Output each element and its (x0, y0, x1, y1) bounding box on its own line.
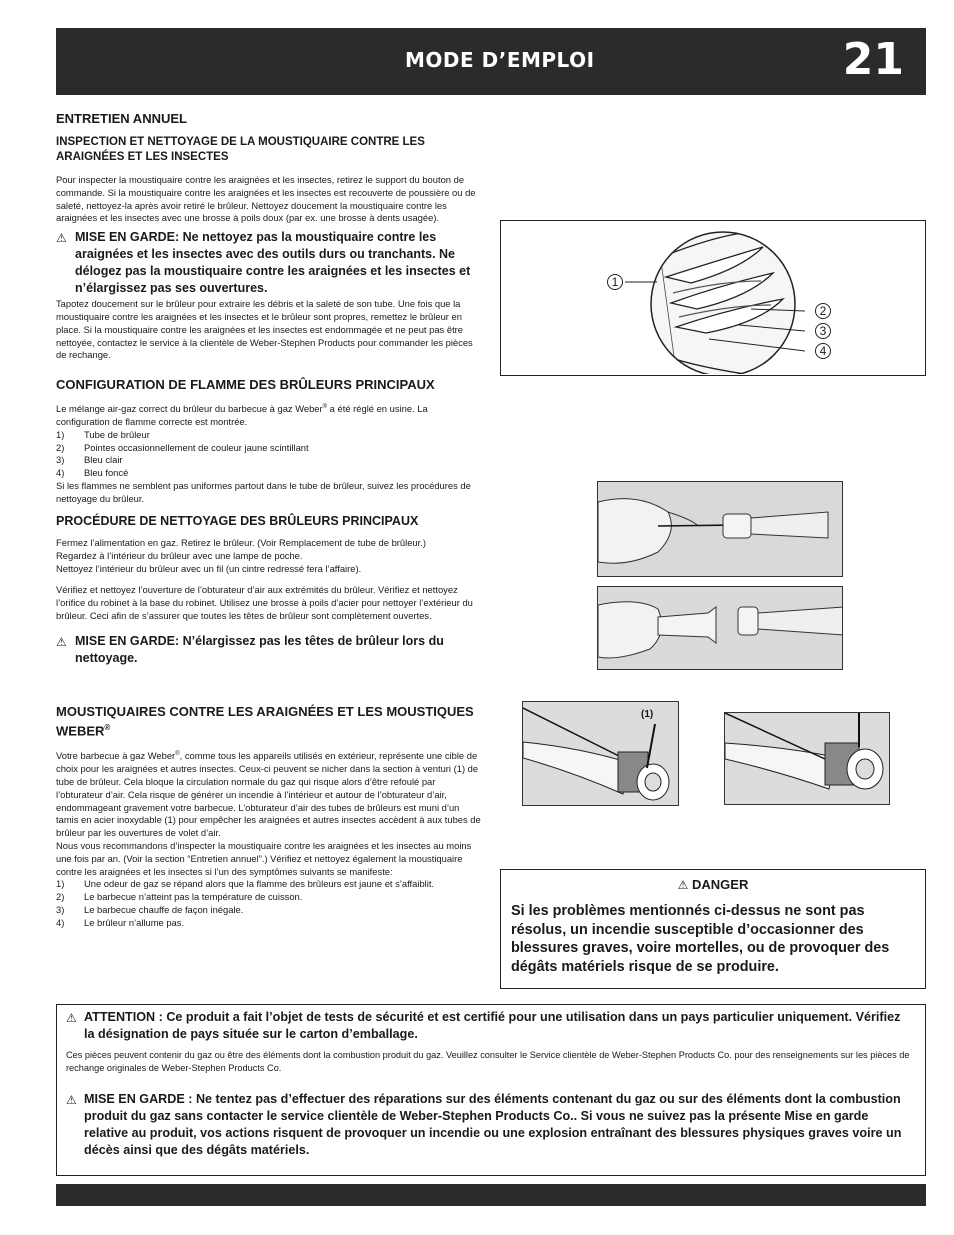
paragraph (56, 537, 482, 575)
paragraph (56, 401, 482, 429)
flame-configuration-figure (500, 220, 926, 376)
warning-text: MISE EN GARDE : Ne tentez pas d’effectuer des réparations sur des éléments contenant du gaz ou sur des éléments dont la combustion produit du gaz sans contacter le service clientèle de Weber-Stephen Products Co.. Si vous ne suivez pas la présente Mise en garde relative au produit, vos actions risquent de provoquer un incendie ou une explosion entraînant des blessures physiques graves voire un décès ainsi que des dégâts matériels. (84, 1092, 902, 1157)
page-number: 21 (842, 34, 904, 85)
footer-bar (56, 1184, 926, 1206)
section-title: ENTRETIEN ANNUEL (56, 111, 187, 126)
paragraph: Tapotez doucement sur le brûleur pour extraire les débris et la saleté de son tube. Une fois que la moustiquaire contre les araignées et les insectes et le brûleur sont propres, remettez le brûleur en place. Si la moustiquaire contre les araignées et les insectes est endommagée et ne peut pas être nettoyée, contactez le service à la clientèle de Weber-Stephen Products pour commander les pièces de rechange. (56, 298, 473, 361)
warning-triangle-icon: ⚠ (66, 1093, 77, 1107)
section-annual-maintenance (56, 111, 482, 362)
warning-notice (66, 1091, 906, 1159)
attention-text: ATTENTION : Ce produit a fait l’objet de tests de sécurité et est certifié pour une utilisation dans un pays particulier uniquement. Vérifiez la désignation de pays située sur le carton d’emballage. (84, 1010, 901, 1041)
paragraph: Votre barbecue à gaz Weber®, comme tous les appareils utilisés en extérieur, représente une cible de choix pour les araignées et autres insectes. Ceux-ci peuvent se nicher dans la section à venturi (1) de tube de brûleur. Cela bloque la circulation normale du gaz qui risque alors d’être refoulé par l’obturateur d’air. Cela risque de générer un incendie à l’intérieur et autour de l’obturateur d’air, endommageant gravement votre barbecue. L’obturateur d’air des tubes de brûleurs est muni d’un tamis en acier inoxydable (1) pour empêcher les araignées et autres insectes accèdent à aux tubes de brûleur par les ouvertures de volet d’air. (56, 750, 481, 839)
registered-mark: ® (322, 404, 328, 410)
list-item: 1) Une odeur de gaz se répand alors que la flamme des brûleurs est jaune et s’affaiblit. (56, 878, 435, 890)
flame-diagram (501, 221, 924, 374)
section-spider-screens (56, 704, 482, 930)
callout-4: 4 (815, 343, 831, 359)
photo-wire-cleaning (597, 481, 843, 577)
section-flame-configuration (56, 377, 482, 506)
list-item: 2) Le barbecue n’atteint pas la température de cuisson. (56, 891, 303, 903)
intro-text: a été réglé en usine. La configuration de flamme correcte est montrée. (56, 403, 428, 427)
list-item: 1) Tube de brûleur (56, 428, 150, 440)
danger-heading (501, 877, 925, 892)
photo-burner-inspection (597, 586, 843, 670)
symptoms-list (56, 878, 482, 929)
header-bar (56, 28, 926, 95)
list-item: 4) Bleu foncé (56, 467, 129, 479)
danger-text: Si les problèmes mentionnés ci-dessus ne sont pas résolus, un incendie susceptible d’occasionner des blessures graves, voire mortelles, ou de provoquer des dégâts matériels risque de se produire. (511, 903, 890, 975)
attention-box (56, 1004, 926, 1176)
warning-triangle-icon: ⚠ (66, 1011, 77, 1025)
list-item: 3) Bleu clair (56, 454, 123, 466)
list-item: 3) Le barbecue chauffe de façon inégale. (56, 904, 244, 916)
danger-title: DANGER (692, 877, 749, 892)
list-item: 2) Pointes occasionnellement de couleur jaune scintillant (56, 441, 309, 453)
paragraph: Si les flammes ne semblent pas uniformes partout dans le tube de brûleur, suivez les procédures de nettoyage du brûleur. (56, 479, 471, 504)
paragraph: Vérifiez et nettoyez l’ouverture de l’obturateur d’air aux extrémités du brûleur. Vérifiez et nettoyez l’orifice du robinet à la base du robinet. Utilisez une brosse à poils d’acier pour nettoyer l’extérieur du brûleur. Ceci afin de s’assurer que toutes les têtes de brûleur sont complètement ouvertes. (56, 584, 473, 621)
section-subtitle: INSPECTION ET NETTOYAGE DE LA MOUSTIQUAIRE CONTRE LES ARAIGNÉES ET LES INSECTES (56, 136, 425, 163)
list-item: 4) Le brûleur n’allume pas. (56, 916, 185, 928)
warning-triangle-icon: ⚠ (677, 878, 689, 892)
photo-venturi-screen-2 (724, 712, 890, 805)
section-title: MOUSTIQUAIRES CONTRE LES ARAIGNÉES ET LES MOUSTIQUES WEBER® (56, 704, 474, 739)
section-burner-cleaning (56, 514, 482, 667)
text-line: Fermez l’alimentation en gaz. Retirez le brûleur. (Voir Remplacement de tube de brûleur.) (56, 537, 426, 548)
registered-mark: ® (175, 751, 180, 758)
paragraph: Pour inspecter la moustiquaire contre les araignées et les insectes, retirez le support du bouton de commande. Si la moustiquaire contre les araignées et les insectes est recouverte de poussière ou de saleté, nettoyez-la après avoir retiré le brûleur. Nettoyez doucement la moustiquaire contre les araignées et les insectes avec une brosse à poils doux (par ex. une brosse à dents usagée). (56, 174, 476, 224)
text-line: Regardez à l’intérieur du brûleur avec une lampe de poche. (56, 549, 303, 561)
attention-notice (66, 1009, 906, 1043)
venturi-callout: (1) (641, 709, 654, 720)
section-title: CONFIGURATION DE FLAMME DES BRÛLEURS PRINCIPAUX (56, 377, 435, 392)
section-title: PROCÉDURE DE NETTOYAGE DES BRÛLEURS PRINCIPAUX (56, 514, 419, 528)
text-line: Nettoyez l’intérieur du brûleur avec un fil (un cintre redressé fera l’affaire). (56, 562, 362, 574)
warning-triangle-icon: ⚠ (56, 634, 67, 649)
warning-notice (56, 229, 482, 297)
callout-1: 1 (607, 274, 623, 290)
warning-triangle-icon: ⚠ (56, 231, 67, 246)
parts-paragraph: Ces pièces peuvent contenir du gaz ou être des éléments dont la combustion produit du gaz. Veuillez consulter le Service clientèle de Weber-Stephen Products Co. pour des renseignements sur les pièces de rechange originales de Weber-Stephen Products Co. (66, 1050, 910, 1073)
paragraph: Nous vous recommandons d’inspecter la moustiquaire contre les araignées et les insectes au moins une fois par an. (Voir la section “Entretien annuel”.) Vérifiez et nettoyez également la moustiquaire contre les araignées et les insectes si l’un des symptômes suivants se manifeste: (56, 840, 472, 877)
warning-text: MISE EN GARDE: Ne nettoyez pas la moustiquaire contre les araignées et les insectes avec des outils durs ou tranchants. Ne délogez pas la moustiquaire contre les araignées et les insectes et n’élargissez pas ses ouvertures. (75, 230, 471, 296)
warning-notice (56, 633, 482, 667)
danger-box (500, 869, 926, 989)
page-title: MODE D’EMPLOI (405, 48, 595, 72)
registered-mark: ® (104, 723, 111, 732)
flame-parts-list (56, 429, 482, 480)
callout-2: 2 (815, 303, 831, 319)
intro-text: Le mélange air-gaz correct du brûleur du barbecue à gaz Weber (56, 403, 323, 415)
photo-venturi-screen-1 (522, 701, 679, 806)
callout-3: 3 (815, 323, 831, 339)
warning-text: MISE EN GARDE: N’élargissez pas les têtes de brûleur lors du nettoyage. (75, 633, 444, 665)
